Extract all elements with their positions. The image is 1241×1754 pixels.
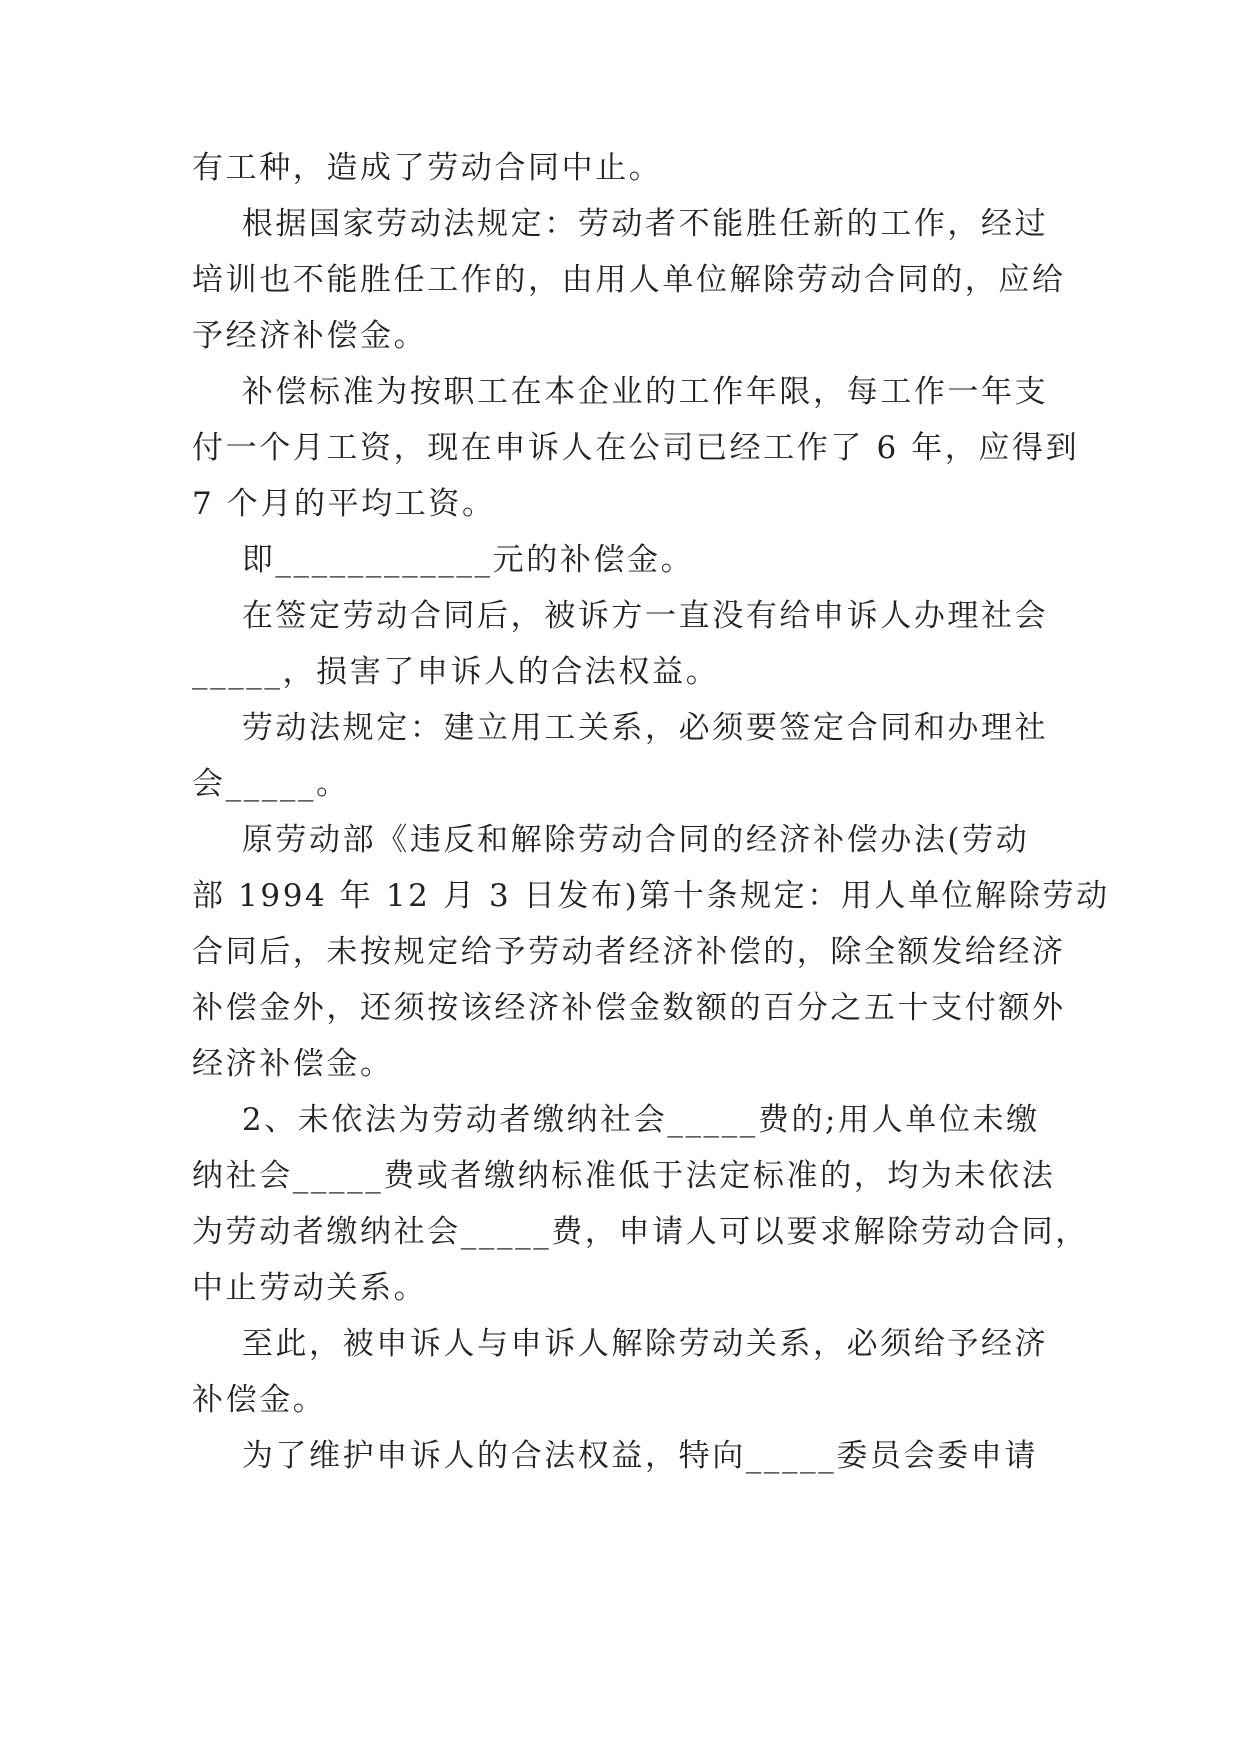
text-line: 付一个月工资，现在申诉人在公司已经工作了 6 年，应得到 (192, 430, 1080, 466)
text-line: 即____________元的补偿金。 (192, 542, 695, 578)
text-line: 原劳动部《违反和解除劳动合同的经济补偿办法(劳动 (192, 822, 1030, 858)
text-line: 纳社会_____费或者缴纳标准低于法定标准的，均为未依法 (192, 1158, 1056, 1194)
text-line: 劳动法规定：建立用工关系，必须要签定合同和办理社 (192, 710, 1049, 746)
text-line: 予经济补偿金。 (192, 318, 428, 354)
text-line: 为劳动者缴纳社会_____费，申请人可以要求解除劳动合同， (192, 1214, 1089, 1250)
text-line: 补偿标准为按职工在本企业的工作年限，每工作一年支 (192, 374, 1049, 410)
text-line: 补偿金外，还须按该经济补偿金数额的百分之五十支付额外 (192, 990, 1066, 1026)
text-line: 合同后，未按规定给予劳动者经济补偿的，除全额发给经济 (192, 934, 1066, 970)
text-line: 至此，被申诉人与申诉人解除劳动关系，必须给予经济 (192, 1326, 1049, 1362)
text-line: 有工种，造成了劳动合同中止。 (192, 150, 663, 186)
text-line: 2、未依法为劳动者缴纳社会_____费的;用人单位未缴 (192, 1102, 1040, 1138)
text-line: 为了维护申诉人的合法权益，特向_____委员会委申请 (192, 1438, 1038, 1474)
text-line: 在签定劳动合同后，被诉方一直没有给申诉人办理社会 (192, 598, 1049, 634)
text-line: 7 个月的平均工资。 (192, 486, 496, 522)
text-line: 培训也不能胜任工作的，由用人单位解除劳动合同的，应给 (192, 262, 1066, 298)
text-line: 会_____。 (192, 766, 350, 802)
text-line: 根据国家劳动法规定：劳动者不能胜任新的工作，经过 (192, 206, 1049, 242)
text-line: 部 1994 年 12 月 3 日发布)第十条规定：用人单位解除劳动 (192, 878, 1110, 914)
text-line: 中止劳动关系。 (192, 1270, 428, 1306)
text-line: 补偿金。 (192, 1382, 327, 1418)
text-line: _____，损害了申诉人的合法权益。 (192, 654, 720, 690)
text-line: 经济补偿金。 (192, 1046, 394, 1082)
